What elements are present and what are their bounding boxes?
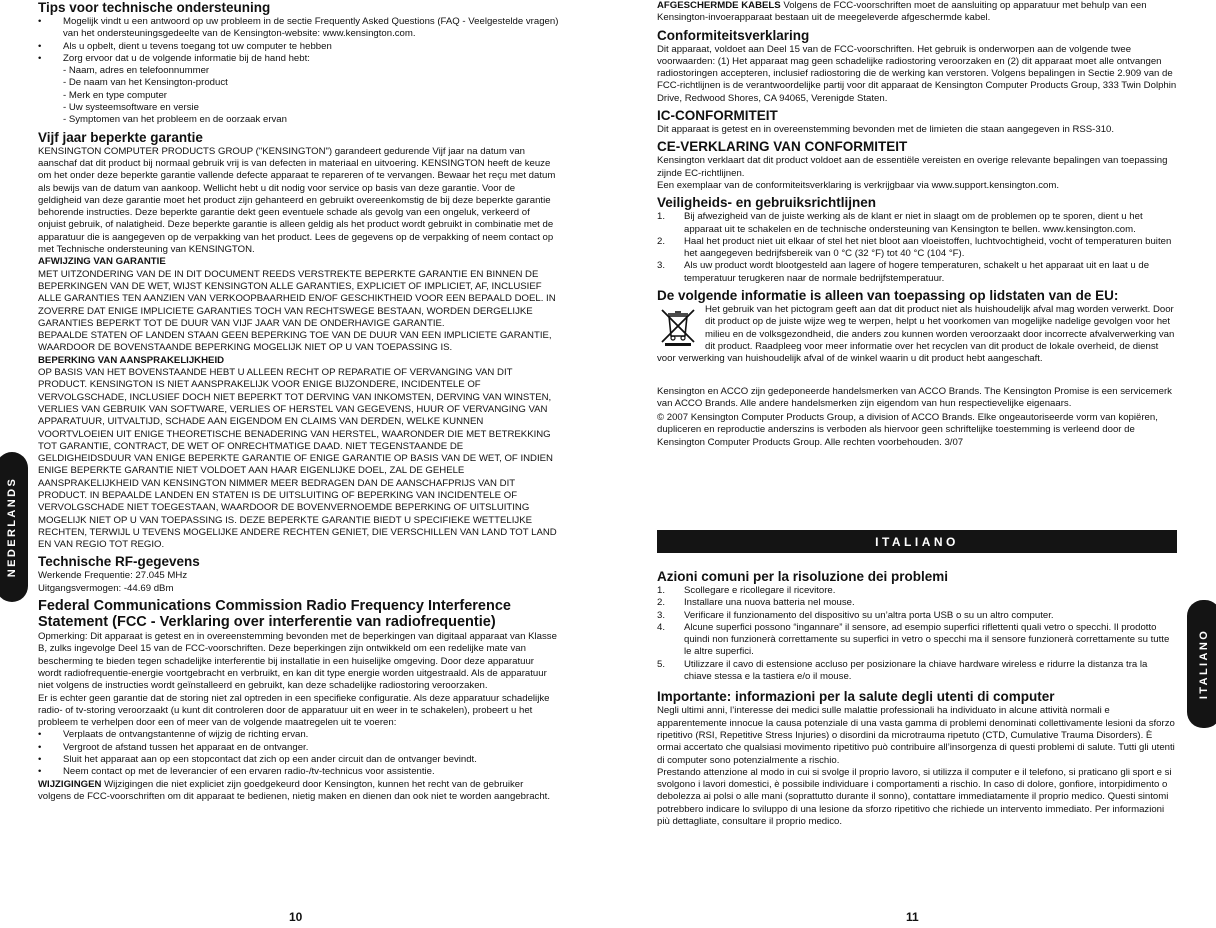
ce-text: Kensington verklaart dat dit product voldoet aan de essentiële vereisten en overige relevante bepalingen van toepassing zijnde EC-richtlijnen. — [657, 155, 1168, 179]
italian-section — [657, 566, 1177, 828]
it-troubleshoot-title: Azioni comuni per la risoluzione dei problemi — [657, 569, 949, 584]
safety-list — [657, 211, 1177, 285]
page-number-right: 11 — [906, 910, 919, 924]
list-item: - Symptomen van het probleem en de oorzaak ervan — [63, 114, 287, 126]
list-item: - Uw systeemsoftware en versie — [63, 102, 199, 114]
fcc-text-2: Er is echter geen garantie dat de storing niet zal optreden in een specifieke configuratie. Als deze apparatuur schadelijke radio- of tv-storing veroorzaakt (u kunt dit controleren door de apparatuur uit en weer in te schakelen), probeert u het probleem te verhelpen door een of meer van de volgende maatregelen uit te voeren: — [38, 692, 550, 729]
ce-text-2: Een exemplaar van de conformiteitsverklaring is verkrijgbaar via www.support.kensington.com. — [657, 179, 1060, 191]
eu-block — [657, 304, 1177, 365]
page-10-column — [38, 0, 559, 803]
list-item: 2. Installare una nuova batteria nel mouse. — [657, 597, 855, 609]
rf-power: Uitgangsvermogen: -44.69 dBm — [38, 582, 174, 594]
list-item: - Naam, adres en telefoonnummer — [63, 65, 210, 77]
side-tab-nederlands — [0, 452, 28, 602]
list-item: 1. Bij afwezigheid van de juiste werking als de klant er niet in slaagt om de problemen op te sporen, dient u het apparaat uit te schakelen en de technische ondersteuning van Kensington te bellen. www.kensington.com. — [657, 211, 1143, 235]
tips-list — [38, 16, 559, 65]
list-item: 5. Utilizzare il cavo di estensione accluso per posizionare la chiave hardware wireless e ridurre la distanza tra la chiave stessa e la tastiera e/o il mouse. — [657, 658, 1148, 683]
liability-title: BEPERKING VAN AANSPRAKELIJKHEID — [38, 354, 225, 366]
ic-text: Dit apparaat is getest en in overeenstemming bevonden met de limieten die staan aangegeven in RSS-310. — [657, 124, 1115, 136]
fcc-title: Federal Communications Commission Radio Frequency Interference Statement (FCC - Verklaring over interferentie van radiofrequentie) — [38, 598, 511, 631]
tips-sublist — [38, 65, 559, 126]
list-item: • Zorg ervoor dat u de volgende informatie bij de hand hebt: — [38, 52, 310, 64]
rf-frequency: Werkende Frequentie: 27.045 MHz — [38, 570, 188, 582]
italiano-banner — [657, 530, 1177, 553]
ce-title: CE-VERKLARING VAN CONFORMITEIT — [657, 139, 908, 155]
list-item: - Merk en type computer — [63, 89, 167, 101]
trademark-text: Kensington en ACCO zijn gedeponeerde handelsmerken van ACCO Brands. The Kensington Promise is een servicemerk van ACCO Brands. Alle andere handelsmerken zijn eigendom van hun respectievelijke eigenaars. — [657, 385, 1172, 409]
warranty-text: KENSINGTON COMPUTER PRODUCTS GROUP ("KENSINGTON") garandeert gedurende Vijf jaar na datum van aanschaf dat dit product bij normaal gebruik vrij is van defecten in materiaal en uitvoering. KENSINGTON heeft de keuze om het onder deze beperkte garantie vallende defecte apparaat te repareren of te vervangen. Bewaar het reçu met datum als bewijs van de datum van aankoop. Wellicht hebt u dit nodig voor service op basis van deze garantie. Voor de geldigheid van deze garantie moet het product zijn gehanteerd en gebruikt overeenkomstig de bij deze beperkte garantie behorende instructies. Deze beperkte garantie dekt geen eventuele schade als gevolg van een ongeluk, verkeerd of onjuist gebruik, of nalatigheid. Deze beperkte garantie is alleen geldig als het product wordt gebruikt in combinatie met de apparatuur die is aangegeven op de verpakking van het product. Lees de gegevens op de verpakking of neem contact op met Technische ondersteuning van KENSINGTON. — [38, 145, 556, 256]
liability-text: OP BASIS VAN HET BOVENSTAANDE HEBT U ALLEEN RECHT OP REPARATIE OF VERVANGING VAN DIT PRODUCT. KENSINGTON IS NIET AANSPRAKELIJK VOOR ENIGE BIJZONDERE, INCIDENTELE OF VERVOLGSCHADE, INCLUSIEF DOCH NIET BEPERKT TOT DERVING VAN INKOMSTEN, DERVING VAN WINSTEN, VERLIES VAN GEBRUIK VAN SOFTWARE, VERLIES OF HERSTEL VAN GEGEVENS, HUUR OF VERVANGING VAN APPARATUUR, UITVALTIJD, SCHADE AAN EIGENDOM EN CLAIMS VAN DERDEN, WELKE KUNNEN VOORTVLOEIEN UIT ENIGE THEORETISCHE BENADERING VAN HERSTEL, WAARONDER DIE MET BETREKKING TOT GARANTIE, CONTRACT, DE WET OF ONRECHTMATIGE DAAD. NIET TEGENSTAANDE DE GELDIGHEIDSDUUR VAN ENIGE BEPERKTE GARANTIE OF ENIGE GARANTIE OP BASIS VAN DE WET, OF INDIEN ENIGE BEPERKTE GARANTIE NIET VOLDOET AAN HAAR EIGENLIJKE DOEL, ZAL DE GEHELE AANSPRAKELIJKHEID VAN KENSINGTON NIMMER MEER BEDRAGEN DAN DE AANSCHAFPRIJS VAN DIT PRODUCT. IN BEPAALDE LANDEN EN STATEN IS DE UITSLUITING OF BEPERKING VAN INCIDENTELE OF VERVOLGSCHADE NIET TOEGESTAAN, WAARDOOR DE BOVENVERNOEMDE BEPERKING OF UITSLUITING MOGELIJK NIET OP U VAN TOEPASSING IS. DEZE BEPERKTE GARANTIE BIEDT U SPECIFIEKE WETTELIJKE RECHTEN, TERWIJL U TEVENS MOGELIJKE ANDERE RECHTEN GENIET, DIE VERSCHILLEN VAN LAND TOT LAND EN VAN REGIO TOT REGIO. — [38, 367, 557, 551]
list-item: 1. Scollegare e ricollegare il ricevitore. — [657, 585, 836, 596]
fcc-list — [38, 729, 559, 778]
page-11-column — [657, 0, 1177, 449]
ic-title: IC-CONFORMITEIT — [657, 108, 778, 124]
list-item: • Mogelijk vindt u een antwoord op uw probleem in de sectie Frequently Asked Questions (FAQ - Veelgestelde vragen) van het ondersteuningsgedeelte van de Kensington-website: www.kensington.com. — [38, 16, 559, 40]
changes-paragraph — [38, 779, 559, 804]
disclaimer-text: MET UITZONDERING VAN DE IN DIT DOCUMENT REEDS VERSTREKTE BEPERKTE GARANTIE EN BINNEN DE BEPERKINGEN VAN DE WET, WIJST KENSINGTON ALLE GARANTIES, EXPLICIET OF IMPLICIET, AF, INCLUSIEF ALLE GARANTIES TEN AANZIEN VAN VERKOOPBAARHEID EN/OF GESCHIKTHEID VOOR EEN BEPAALD DOEL. IN ZOVERRE DAT ENIGE IMPLICIETE GARANTIES TOCH VAN RECHTSWEGE BESTAAN, WORDEN DERGELIJKE GARANTIES BEPERKT TOT DE DUUR VAN VIJF JAAR VAN DE ONDERHAVIGE GARANTIE. — [38, 268, 556, 329]
it-health-text-2: Prestando attenzione al modo in cui si svolge il proprio lavoro, si utilizza il computer e il telefono, si praticano gli sport e si svolgono i lavori domestici, è possibile individuare i comportamenti a rischio. In caso di dolore, gonfiore, intorpidimento o debolezza ai polsi o alle mani (soprattutto durante il sonno), contattare immediatamente il proprio medico. Questi sintomi potrebbero indicare lo sviluppo di una lesione da sforzo ripetitivo che richiede un intervento immediato. Per informazioni più dettagliate, consultare il proprio medico. — [657, 766, 1172, 828]
side-tab-italiano — [1187, 600, 1216, 728]
page-number-left: 10 — [289, 910, 303, 924]
disclaimer-text-2: BEPAALDE STATEN OF LANDEN STAAN GEEN BEPERKING TOE VAN DE DUUR VAN EEN IMPLICIETE GARANTIE, WAARDOOR DE BOVENSTAANDE BEPERKING MOGELIJK NIET OP U VAN TOEPASSING IS. — [38, 330, 552, 354]
it-troubleshoot-list — [657, 585, 1177, 683]
fcc-text: Opmerking: Dit apparaat is getest en in overeenstemming bevonden met de beperkingen van digitaal apparaat van Klasse B, zulks ingevolge Deel 15 van de FCC-voorschriften. Deze beperkingen zijn ontwikkeld om een redelijke mate van bescherming te bieden tegen schadelijke interferentie bij installatie in een huiselijke omgeving. Door deze apparatuur wordt radiofrequentie-energie voortgebracht en verbruikt, en kan dit type energie worden uitgestraald. Als de apparatuur niet volgens de instructies wordt geïnstalleerd en gebruikt, kan deze schadelijke radiostoring veroorzaken. — [38, 631, 557, 692]
list-item: • Vergroot de afstand tussen het apparaat en de ontvanger. — [38, 741, 309, 753]
changes-text: Wijzigingen die niet expliciet zijn goedgekeurd door Kensington, kunnen het recht van de gebruiker volgens de FCC-voorschriften om dit apparaat te bedienen, nietig maken en dienen dan ook niet te worden aangebracht. — [38, 778, 550, 802]
conformity-title: Conformiteitsverklaring — [657, 27, 810, 43]
weee-bin-icon — [657, 305, 699, 347]
it-health-title: Importante: informazioni per la salute degli utenti di computer — [657, 689, 1055, 705]
shielded-label: AFGESCHERMDE KABELS — [657, 0, 781, 11]
rf-title: Technische RF-gegevens — [38, 554, 200, 570]
shielded-paragraph — [657, 0, 1177, 25]
side-tab-italiano-label: ITALIANO — [1198, 628, 1211, 700]
changes-label: WIJZIGINGEN — [38, 778, 102, 790]
safety-title: Veiligheids- en gebruiksrichtlijnen — [657, 195, 877, 211]
warranty-title: Vijf jaar beperkte garantie — [38, 129, 203, 145]
it-health-text: Negli ultimi anni, l’interesse dei medici sulle malattie professionali ha individuato in alcune attività normali e apparentemente innocue la causa potenziale di una vasta gamma di problemi denominati collettivamente lesioni da sforzo ripetitivo (RSI, Repetitive Stress Injuries) o disordini da microtrauma ripetuto (CTD, Cumulative Trauma Disorders). È ormai accertato che qualsiasi movimento ripetitivo può contribuire all’insorgenza di questi problemi di salute. Tutti gli utenti di computer sono potenzialmente a rischio. — [657, 705, 1175, 766]
disclaimer-title: AFWIJZING VAN GARANTIE — [38, 256, 166, 268]
eu-text: Het gebruik van het pictogram geeft aan dat dit product niet als huishoudelijk afval mag worden verwerkt. Door dit product op de juiste wijze weg te werpen, helpt u het voorkomen van mogelijke nadelige gevolgen voor het milieu en de volksgezondheid, die anders zou kunnen worden veroorzaakt door incorrecte afvalverwerking van dit product. Raadpleeg voor meer informatie over het recyclen van dit product de lokale overheid, de dienst voor verwerking van huishoudelijk afval of de winkel waarin u dit product hebt aangeschaft. — [657, 304, 1175, 365]
list-item: • Als u opbelt, dient u tevens toegang tot uw computer te hebben — [38, 40, 332, 52]
shielded-text: Volgens de FCC-voorschriften moet de aansluiting op apparatuur met behulp van een Kensington-invoerapparaat bestaan uit de meegeleverde afgeschermde kabel. — [657, 0, 1147, 24]
list-item: 3. Verificare il funzionamento del dispositivo su un’altra porta USB o su un altro computer. — [657, 609, 1054, 621]
list-item: 4. Alcune superfici possono “ingannare” il sensore, ad esempio superfici riflettenti quali vetro o specchi. Il prodotto quindi non funzionerà correttamente su superfici in vetro o specchi ma il sensore funzionerà correttamente su tutte le altre superfici. — [657, 621, 1170, 658]
list-item: 2. Haal het product niet uit elkaar of stel het niet bloot aan vloeistoffen, luchtvochtigheid, vocht of temperaturen buiten het aangegeven bedrijfsbereik van 0 °C (32 °F) tot 40 °C (104 °F). — [657, 235, 1172, 260]
list-item: 3. Als uw product wordt blootgesteld aan lagere of hogere temperaturen, schakelt u het apparaat uit en laat u de temperatuur terugkeren naar de normale bedrijfstemperatuur. — [657, 260, 1150, 284]
eu-title: De volgende informatie is alleen van toepassing op lidstaten van de EU: — [657, 288, 1119, 304]
side-tab-nederlands-label: NEDERLANDS — [6, 476, 18, 578]
list-item: • Sluit het apparaat aan op een stopcontact dat zich op een ander circuit dan de ontvanger bevindt. — [38, 754, 477, 766]
list-item: • Verplaats de ontvangstantenne of wijzig de richting ervan. — [38, 729, 309, 741]
tips-title: Tips voor technische ondersteuning — [38, 0, 271, 15]
conformity-text: Dit apparaat, voldoet aan Deel 15 van de FCC-voorschriften. Het gebruik is onderworpen aan de volgende twee voorwaarden: (1) Het apparaat mag geen schadelijke radiostoring veroorzaken en (2) dit apparaat moet alle ontvangen radiostoringen accepteren, inclusief radiostoring die de werking kan verstoren. Volgens bepalingen in Sectie 2.909 van de FCC-richtlijnen is de verantwoordelijke partij voor dit apparaat de Kensington Computer Products Group, 333 Twin Dolphin Drive, Redwood Shores, CA 94065, Verenigde Staten. — [657, 43, 1177, 104]
list-item: - De naam van het Kensington-product — [63, 77, 228, 89]
italiano-banner-label: ITALIANO — [875, 534, 959, 549]
list-item: • Neem contact op met de leverancier of een ervaren radio-/tv-technicus voor assistentie. — [38, 766, 435, 778]
copyright-text: © 2007 Kensington Computer Products Group, a division of ACCO Brands. Elke ongeautoriseerde vorm van kopiëren, dupliceren en reproductie anderszins is verboden als hiervoor geen schriftelijke toestemming is verleend door de Kensington Computer Products Group. Alle rechten voorbehouden. 3/07 — [657, 412, 1158, 448]
